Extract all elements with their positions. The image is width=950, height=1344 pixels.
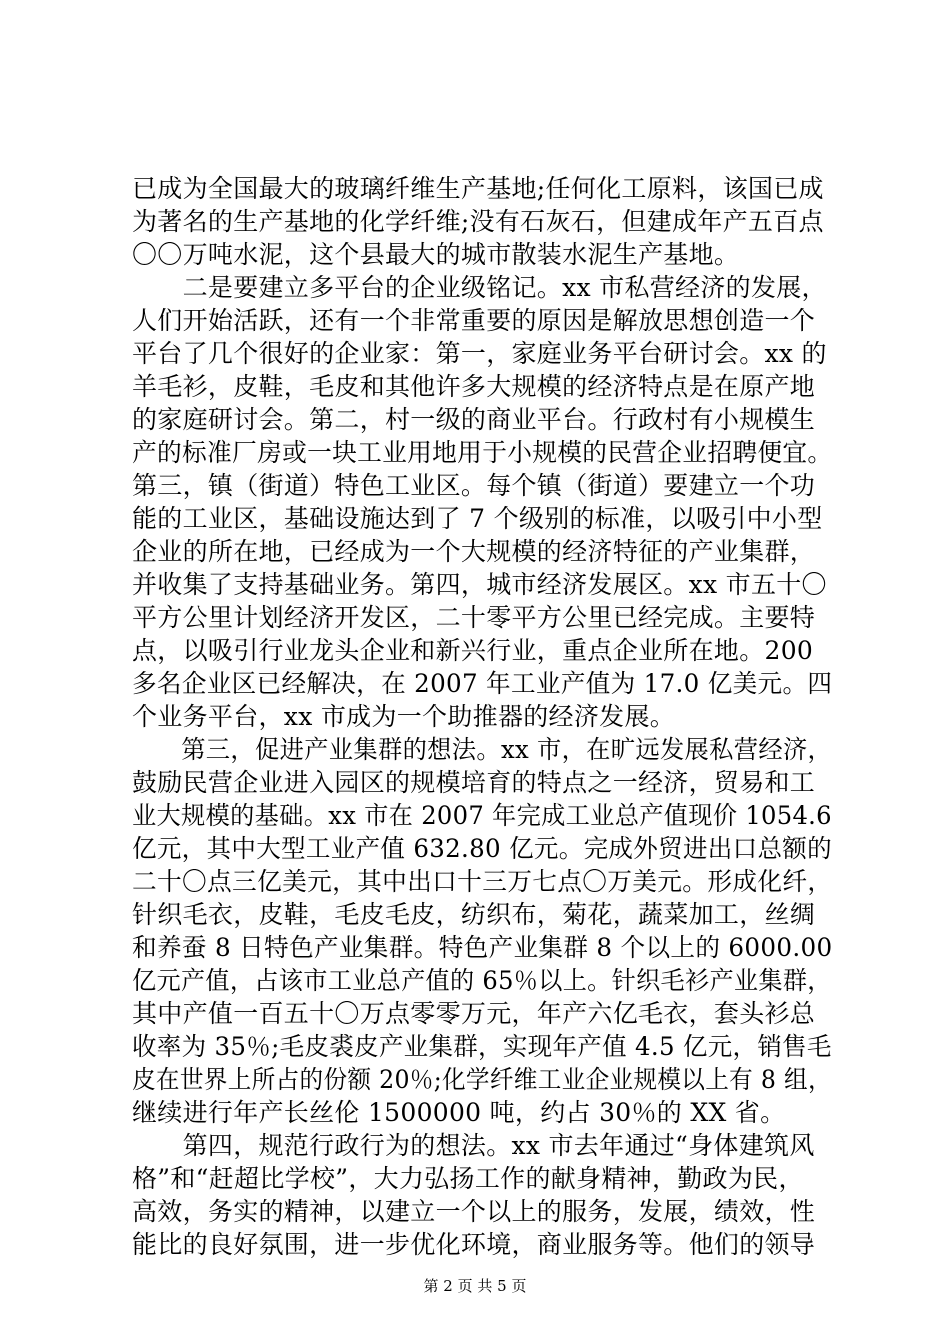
text-line: 继续进行年产长丝伦 1500000 吨，约占 30％的 XX 省。	[132, 1098, 786, 1127]
text-line: 格”和“赶超比学校”，大力弘扬工作的献身精神，勤政为民，	[132, 1164, 804, 1193]
text-line: 人们开始活跃，还有一个非常重要的原因是解放思想创造一个	[132, 306, 816, 335]
text-line: 收率为 35％;毛皮裘皮产业集群，实现年产值 4.5 亿元，销售毛	[132, 1032, 832, 1061]
text-line: 〇〇万吨水泥，这个县最大的城市散装水泥生产基地。	[132, 240, 740, 269]
text-line: 第三，促进产业集群的想法。xx 市，在旷远发展私营经济，	[132, 735, 833, 764]
text-line: 平台了几个很好的企业家：第一，家庭业务平台研讨会。xx 的	[132, 339, 827, 368]
text-line: 亿元产值，占该市工业总产值的 65％以上。针织毛衫产业集群，	[132, 966, 832, 995]
text-line: 第三，镇（街道）特色工业区。每个镇（街道）要建立一个功	[132, 471, 816, 500]
text-line: 多名企业区已经解决，在 2007 年工业产值为 17.0 亿美元。四	[132, 669, 833, 698]
text-line: 亿元，其中大型工业产值 632.80 亿元。完成外贸进出口总额的	[132, 834, 832, 863]
text-line: 平方公里计划经济开发区，二十零平方公里已经完成。主要特	[132, 603, 816, 632]
page-footer: 第 2 页 共 5 页	[423, 1277, 527, 1295]
text-line: 二是要建立多平台的企业级铭记。xx 市私营经济的发展，	[132, 273, 827, 302]
text-line: 第四，规范行政行为的想法。xx 市去年通过“身体建筑风	[132, 1131, 815, 1160]
text-line: 点，以吸引行业龙头企业和新兴行业，重点企业所在地。200	[132, 636, 814, 665]
text-line: 高效，务实的精神，以建立一个以上的服务，发展，绩效，性	[132, 1197, 816, 1226]
text-line: 羊毛衫，皮鞋，毛皮和其他许多大规模的经济特点是在原产地	[132, 372, 816, 401]
text-line: 业大规模的基础。xx 市在 2007 年完成工业总产值现价 1054.6	[132, 801, 832, 830]
text-line: 其中产值一百五十〇万点零零万元，年产六亿毛衣，套头衫总	[132, 999, 816, 1028]
text-line: 企业的所在地，已经成为一个大规模的经济特征的产业集群，	[132, 537, 816, 566]
body-text	[132, 172, 832, 1261]
text-line: 二十〇点三亿美元，其中出口十三万七点〇万美元。形成化纤，	[132, 867, 833, 896]
text-line: 和养蚕 8 日特色产业集群。特色产业集群 8 个以上的 6000.00	[132, 933, 833, 962]
text-line: 并收集了支持基础业务。第四，城市经济发展区。xx 市五十〇	[132, 570, 827, 599]
text-line: 个业务平台，xx 市成为一个助推器的经济发展。	[132, 702, 676, 731]
text-line: 皮在世界上所占的份额 20％;化学纤维工业企业规模以上有 8 组，	[132, 1065, 832, 1094]
text-line: 产的标准厂房或一块工业用地用于小规模的民营企业招聘便宜。	[132, 438, 833, 467]
text-line: 能的工业区，基础设施达到了 7 个级别的标准，以吸引中小型	[132, 504, 823, 533]
text-line: 为著名的生产基地的化学纤维;没有石灰石，但建成年产五百点	[132, 207, 824, 236]
text-line: 能比的良好氛围，进一步优化环境，商业服务等。他们的领导	[132, 1230, 816, 1259]
text-line: 的家庭研讨会。第二，村一级的商业平台。行政村有小规模生	[132, 405, 816, 434]
text-line: 鼓励民营企业进入园区的规模培育的特点之一经济，贸易和工	[132, 768, 816, 797]
text-line: 已成为全国最大的玻璃纤维生产基地;任何化工原料，该国已成	[132, 174, 824, 203]
text-line: 针织毛衣，皮鞋，毛皮毛皮，纺织布，菊花，蔬菜加工，丝绸	[132, 900, 816, 929]
